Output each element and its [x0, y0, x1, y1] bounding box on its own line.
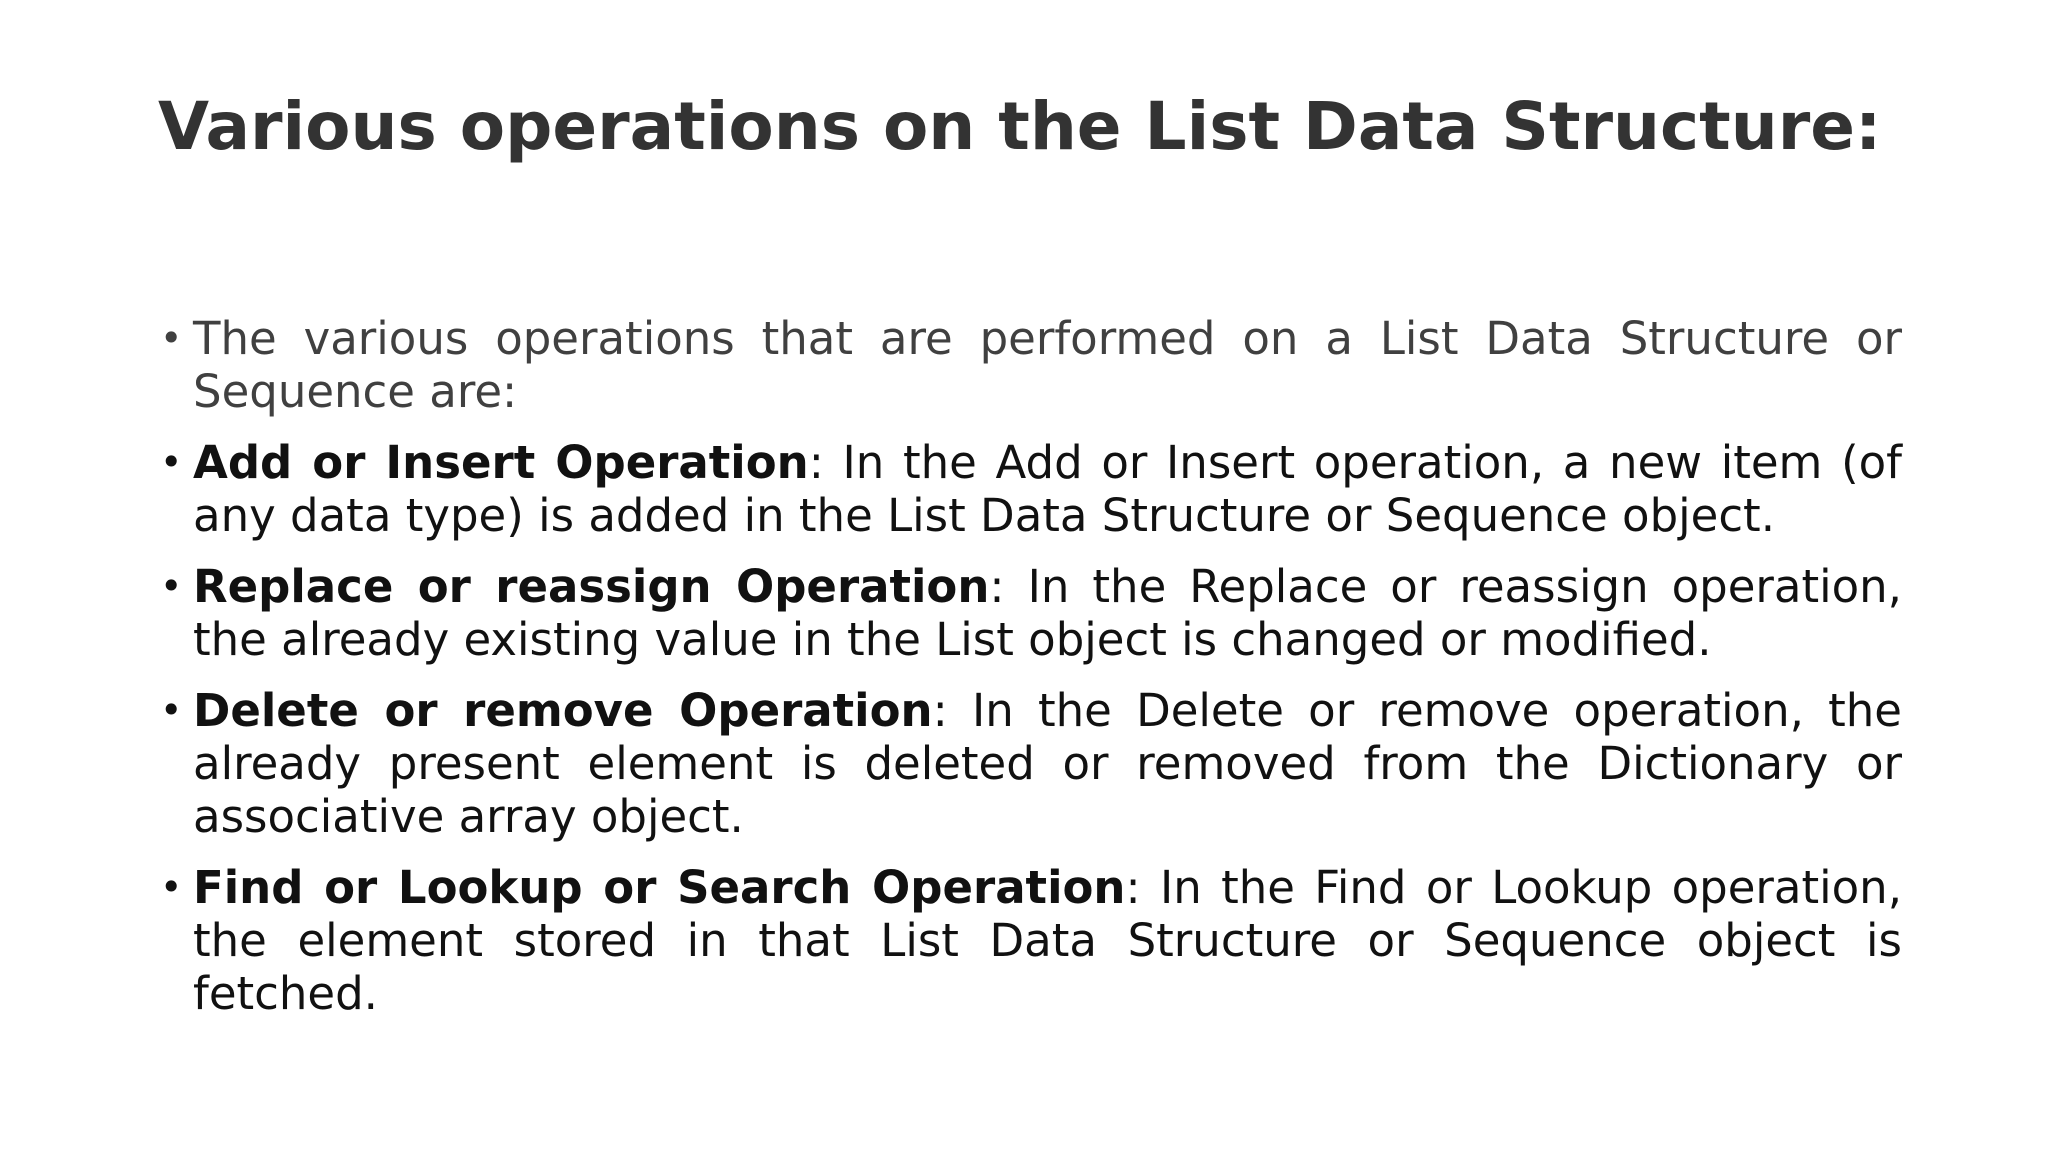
bullet-term: Find or Lookup or Search Operation — [193, 861, 1126, 914]
bullet-separator: : — [989, 560, 1005, 613]
bullet-point-icon: • — [160, 440, 183, 484]
bullet-term: Add or Insert Operation — [193, 436, 809, 489]
bullet-point-icon: • — [160, 688, 183, 732]
bullet-separator: : — [932, 684, 948, 737]
bullet-text: The various operations that are performed on a List Data Structure or Sequence are: — [193, 312, 1902, 418]
bullet-term: Replace or reassign Operation — [193, 560, 990, 613]
bullet-separator: : — [808, 436, 824, 489]
bullet-item-replace — [158, 560, 1902, 666]
bullet-term: Delete or remove Operation — [193, 684, 933, 737]
bullet-text: In the Add or Insert operation, a new item (of any data type) is added in the List Data Structure or Sequence object. — [193, 436, 1902, 542]
bullet-item-intro — [158, 312, 1902, 418]
bullet-text: In the Delete or remove operation, the already present element is deleted or removed from the Dictionary or associative array object. — [193, 684, 1902, 843]
bullet-separator: : — [1125, 861, 1141, 914]
bullet-text: In the Replace or reassign operation, the already existing value in the List object is changed or modified. — [193, 560, 1902, 666]
slide-title: Various operations on the List Data Structure: — [158, 88, 1882, 165]
bullet-point-icon: • — [160, 564, 183, 608]
bullet-list — [158, 312, 1902, 1038]
bullet-item-find — [158, 861, 1902, 1020]
bullet-item-delete — [158, 684, 1902, 843]
bullet-item-add-insert — [158, 436, 1902, 542]
bullet-text: In the Find or Lookup operation, the element stored in that List Data Structure or Sequence object is fetched. — [193, 861, 1902, 1020]
bullet-point-icon: • — [160, 316, 183, 360]
bullet-point-icon: • — [160, 865, 183, 909]
